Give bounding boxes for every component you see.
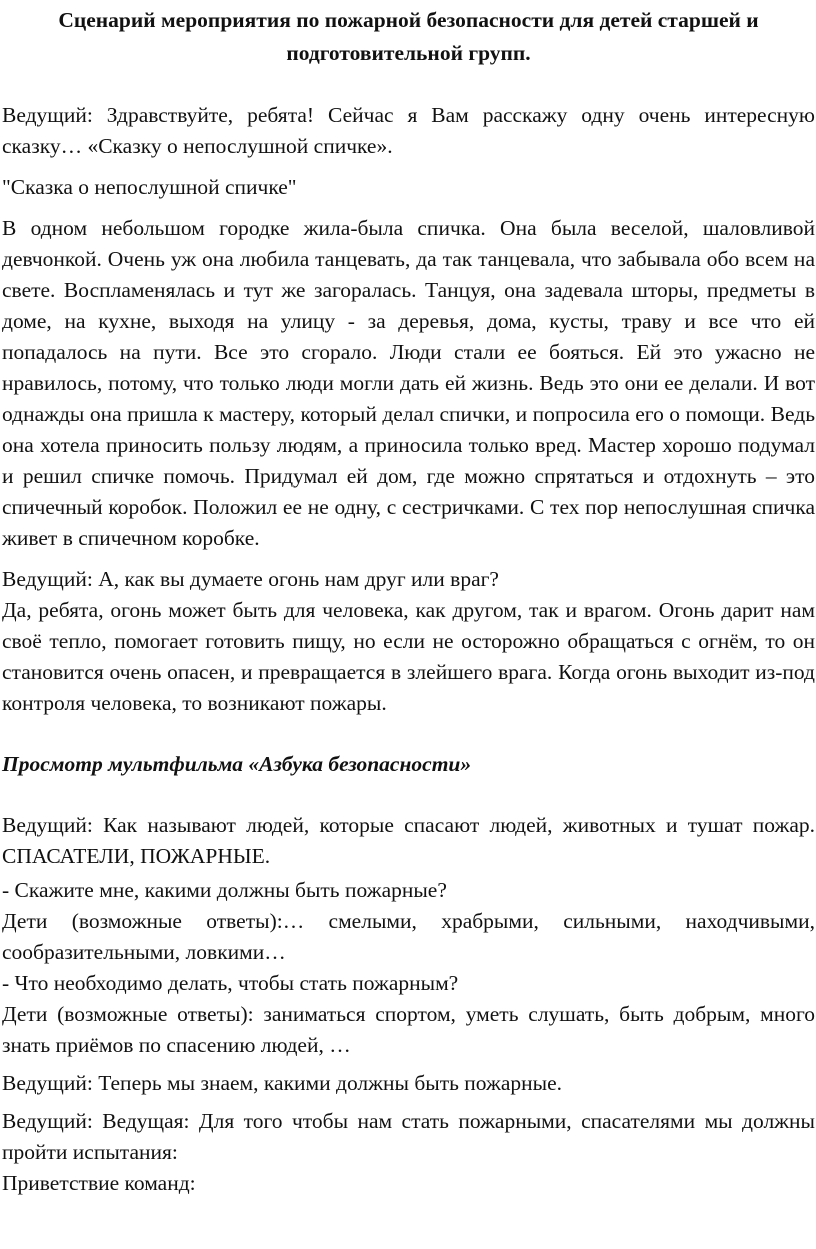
paragraph-question-become: - Что необходимо делать, чтобы стать пожарным? [2,971,459,995]
paragraph-host-tests: Ведущий: Ведущая: Для того чтобы нам стать пожарными, спасателями мы должны пройти испытания: [2,1109,815,1164]
paragraph-tale-title: "Сказка о непослушной спичке" [2,175,297,199]
paragraph-fire-explanation: Да, ребята, огонь может быть для человека, как другом, так и врагом. Огонь дарит нам своё тепло, помогает готовить пищу, но если не осторожно обращаться с огнём, то он становится очень опасен, и превращается в злейшего врага. Когда огонь выходит из-под контроля человека, то возникают пожары. [2,598,815,715]
paragraph-question-firefighters: - Скажите мне, какими должны быть пожарные? [2,878,447,902]
paragraph-children-answers-1: Дети (возможные ответы):… смелыми, храбрыми, сильными, находчивыми, сообразительными, ловкими… [2,909,815,964]
heading-cartoon-viewing: Просмотр мультфильма «Азбука безопасности» [2,752,472,776]
paragraph-host-question: Ведущий: А, как вы думаете огонь нам друг или враг? [2,567,499,591]
title-line-2: подготовительной групп. [286,41,531,65]
document-title [2,0,815,70]
paragraph-host-greeting: Ведущий: Здравствуйте, ребята! Сейчас я Вам расскажу одну очень интересную сказку… «Сказку о непослушной спичке». [2,103,815,158]
paragraph-team-greeting: Приветствие команд: [2,1171,196,1195]
title-line-1: Сценарий мероприятия по пожарной безопасности для детей старшей и [58,8,759,32]
paragraph-host-rescuers: Ведущий: Как называют людей, которые спасают людей, животных и тушат пожар. СПАСАТЕЛИ, ПОЖАРНЫЕ. [2,813,815,868]
paragraph-tale-text: В одном небольшом городке жила-была спичка. Она была веселой, шаловливой девчонкой. Очень уж она любила танцевать, да так танцевала, что забывала обо всем на свете. Воспламенялась и тут же загоралась. Танцуя, она задевала шторы, предметы в доме, на кухне, выходя на улицу - за деревья, дома, кусты, траву и все что ей попадалось на пути. Все это сгорало. Люди стали ее бояться. Ей это ужасно не нравилось, потому, что только люди могли дать ей жизнь. Ведь это они ее делали. И вот однажды она пришла к мастеру, который делал спички, и попросила его о помощи. Ведь она хотела приносить пользу людям, а приносила только вред. Мастер хорошо подумал и решил спичке помочь. Придумал ей дом, где можно спрятаться и отдохнуть – это спичечный коробок. Положил ее не одну, с сестричками. С тех пор непослушная спичка живет в спичечном коробке. [2,216,815,550]
paragraph-host-now-we-know: Ведущий: Теперь мы знаем, какими должны быть пожарные. [2,1071,563,1095]
paragraph-children-answers-2: Дети (возможные ответы): заниматься спортом, уметь слушать, быть добрым, много знать приёмов по спасению людей, … [2,1002,815,1057]
